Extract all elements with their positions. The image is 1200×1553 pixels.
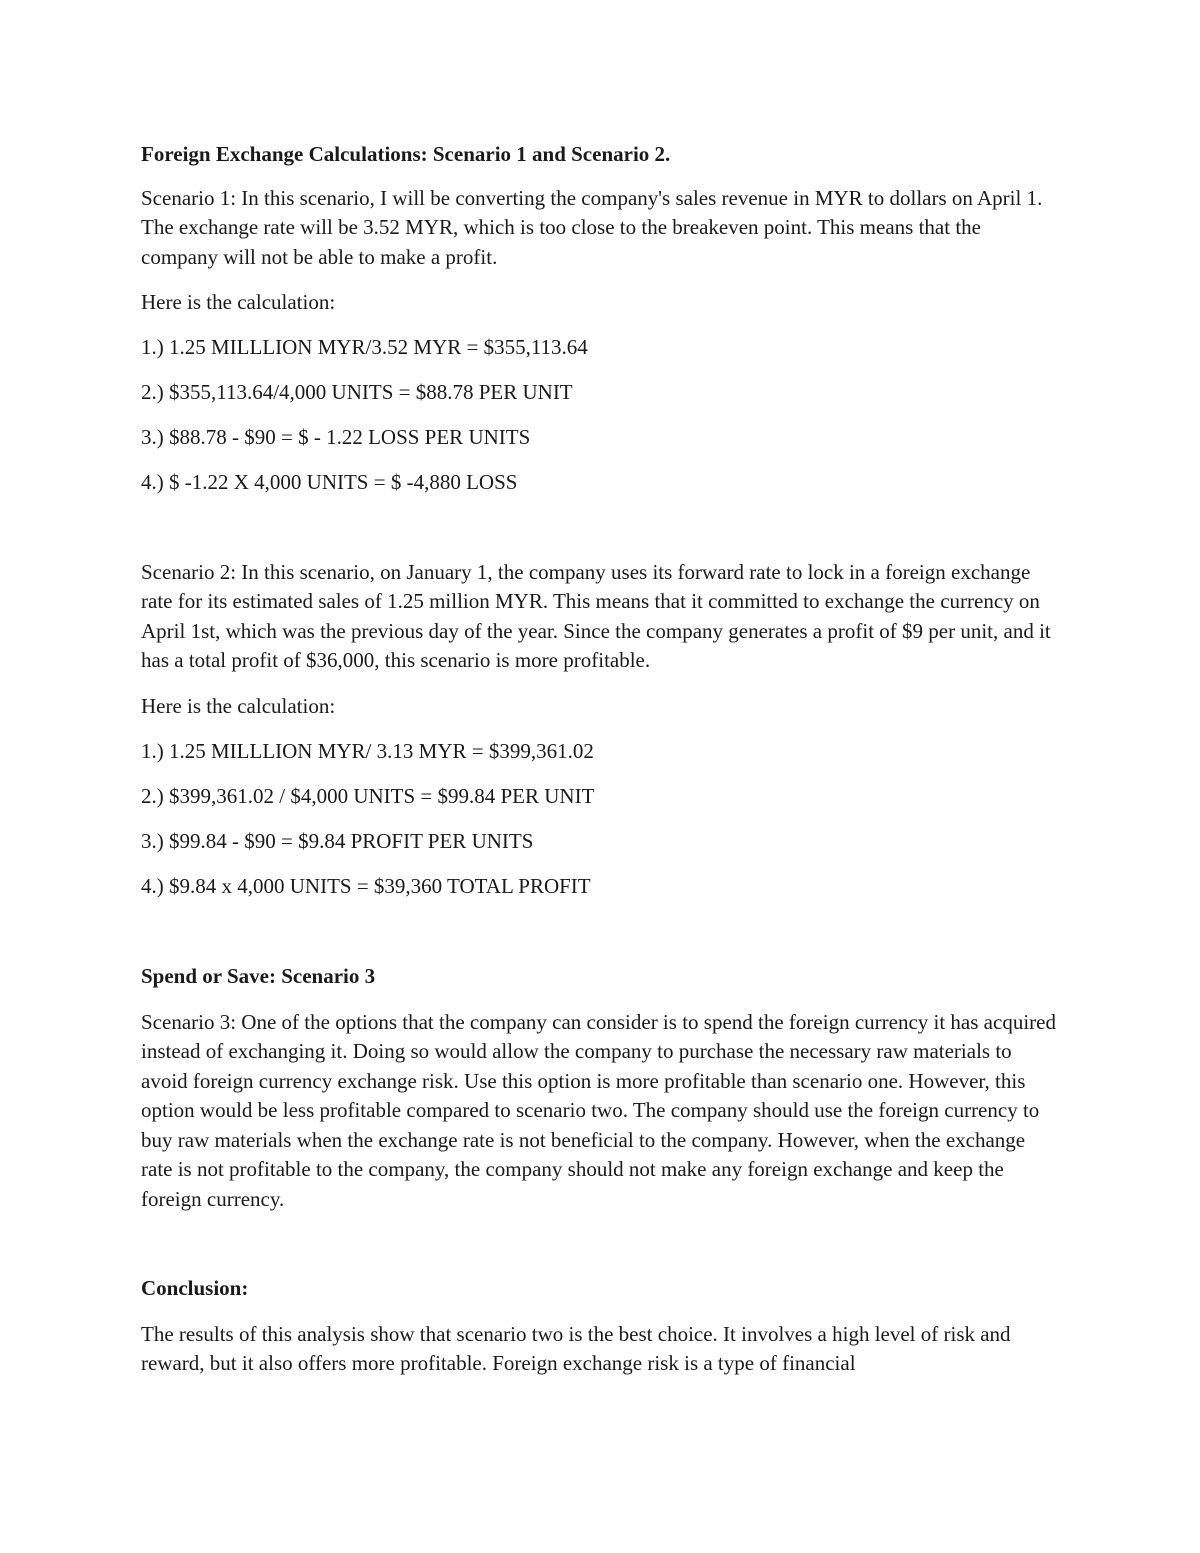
scenario2-paragraph: Scenario 2: In this scenario, on January 1, the company uses its forward rate to lock in a foreign exchange rate for its estimated sales of 1.25 million MYR. This means that it committed to exchange the currency on April 1st, which was the previous day of the year. Since the company generates a profit of $9 per unit, and it has a total profit of $36,000, this scenario is more profitable. <box>141 559 1051 672</box>
scenario3-paragraph: Scenario 3: One of the options that the company can consider is to spend the foreign currency it has acquired instead of exchanging it. Doing so would allow the company to purchase the necessary raw materials to avoid foreign currency exchange risk. Use this option is more profitable than scenario one. However, this option would be less profitable compared to scenario two. The company should use the foreign currency to buy raw materials when the exchange rate is not beneficial to the company. However, when the exchange rate is not profitable to the company, the company should not make any foreign exchange and keep the foreign currency. <box>141 1009 1056 1211</box>
scenario2-step-2: 2.) $399,361.02 / $4,000 UNITS = $99.84 PER UNIT <box>141 783 595 808</box>
conclusion-paragraph: The results of this analysis show that scenario two is the best choice. It involves a high level of risk and reward, but it also offers more profitable. Foreign exchange risk is a type of financial <box>141 1321 1011 1375</box>
section-heading-conclusion: Conclusion: <box>141 1276 249 1300</box>
scenario1-step-1: 1.) 1.25 MILLLION MYR/3.52 MYR = $355,113.64 <box>141 335 588 359</box>
scenario2-step-3: 3.) $99.84 - $90 = $9.84 PROFIT PER UNITS <box>141 828 534 853</box>
document-page <box>141 140 1061 1379</box>
scenario1-calc-intro: Here is the calculation: <box>141 290 336 314</box>
scenario2-calc-intro: Here is the calculation: <box>141 693 336 718</box>
scenario2-step-4: 4.) $9.84 x 4,000 UNITS = $39,360 TOTAL PROFIT <box>141 873 591 898</box>
scenario1-step-4: 4.) $ -1.22 X 4,000 UNITS = $ -4,880 LOSS <box>141 470 518 494</box>
scenario1-step-3: 3.) $88.78 - $90 = $ - 1.22 LOSS PER UNITS <box>141 425 531 449</box>
section-heading-spend-or-save: Spend or Save: Scenario 3 <box>141 964 376 988</box>
scenario1-step-2: 2.) $355,113.64/4,000 UNITS = $88.78 PER UNIT <box>141 380 573 404</box>
scenario1-paragraph: Scenario 1: In this scenario, I will be converting the company's sales revenue in MYR to dollars on April 1. The exchange rate will be 3.52 MYR, which is too close to the breakeven point. This means that the company will not be able to make a profit. <box>141 185 1043 269</box>
scenario2-step-1: 1.) 1.25 MILLLION MYR/ 3.13 MYR = $399,361.02 <box>141 738 594 763</box>
section-heading-fx-calculations: Foreign Exchange Calculations: Scenario 1 and Scenario 2. <box>141 142 671 166</box>
